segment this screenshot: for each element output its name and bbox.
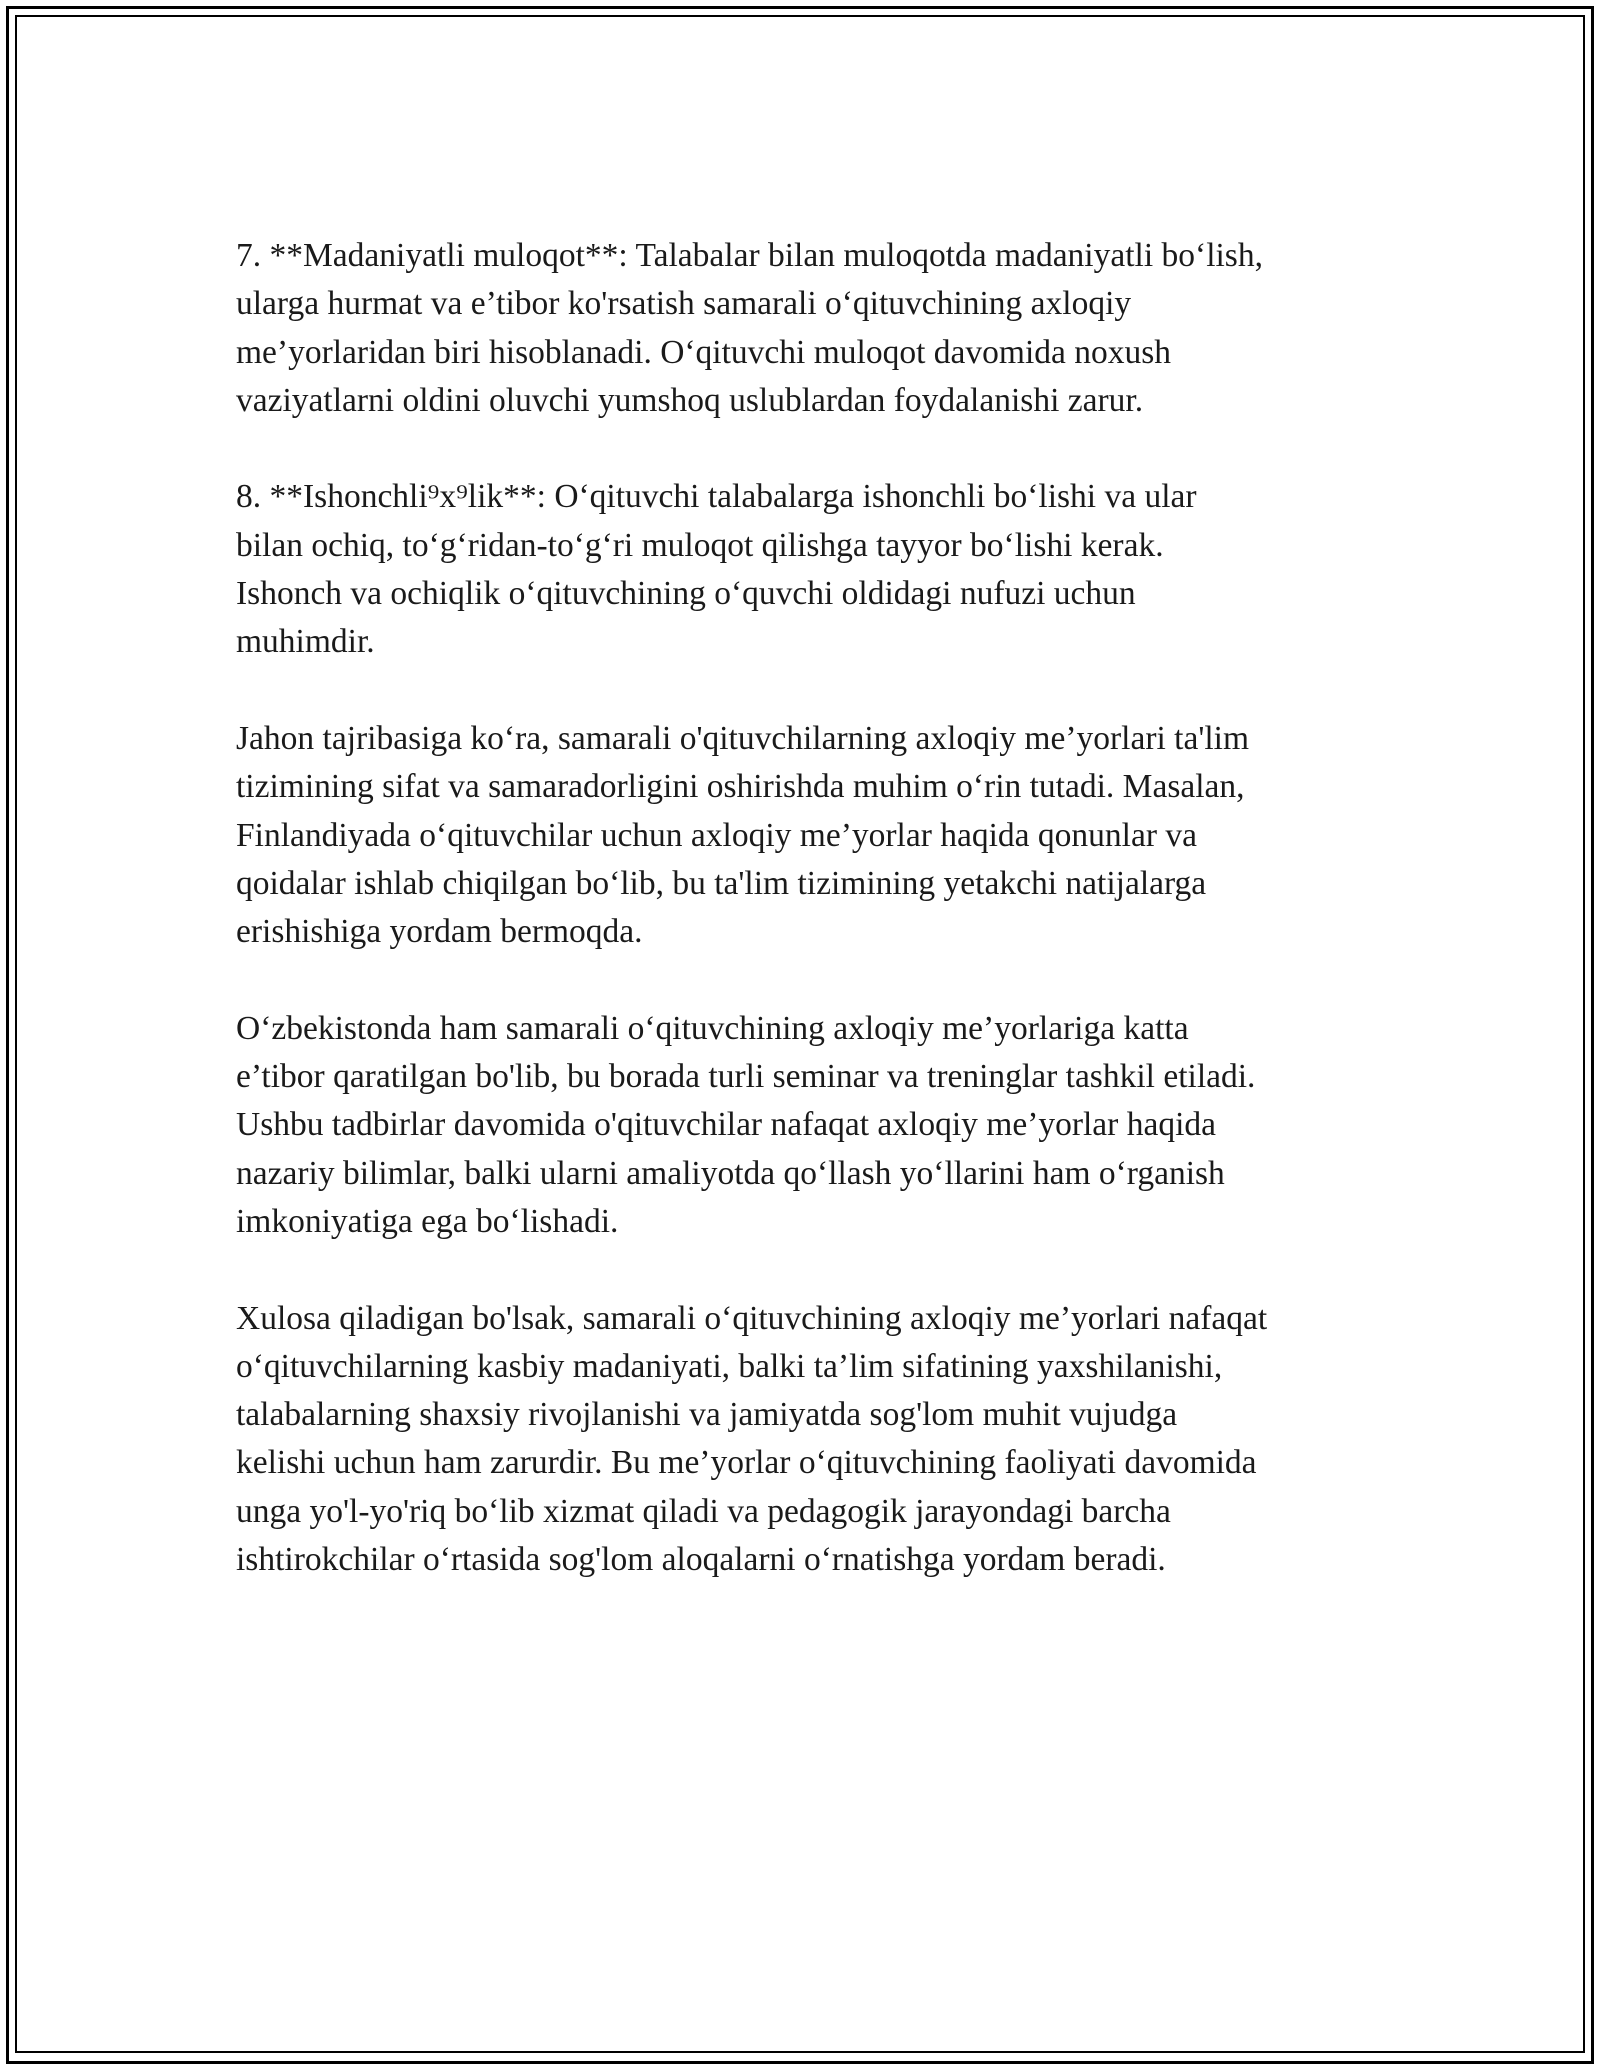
text-line: Ushbu tadbirlar davomida o'qituvchilar nafaqat axloqiy me’yorlar haqida <box>236 1106 1217 1144</box>
text-line: vaziyatlarni oldini oluvchi yumshoq uslublardan foydalanishi zarur. <box>236 381 1144 419</box>
text-line: me’yorlaridan biri hisoblanadi. O‘qituvchi muloqot davomida noxush <box>236 333 1172 371</box>
paragraph-jahon-tajribasi <box>236 715 1386 956</box>
document-body <box>236 232 1386 1633</box>
text-line: talabalarning shaxsiy rivojlanishi va jamiyatda sog'lom muhit vujudga <box>236 1396 1178 1434</box>
paragraph-ishonchlilik <box>236 473 1386 666</box>
paragraph-ozbekiston <box>236 1005 1386 1246</box>
text-line: erishishiga yordam bermoqda. <box>236 913 643 951</box>
text-line: ularga hurmat va e’tibor ko'rsatish samarali o‘qituvchining axloqiy <box>236 285 1132 323</box>
text-line: qoidalar ishlab chiqilgan bo‘lib, bu ta'lim tizimining yetakchi natijalarga <box>236 864 1207 902</box>
text-line: imkoniyatiga ega bo‘lishadi. <box>236 1202 619 1240</box>
text-line: nazariy bilimlar, balki ularni amaliyotda qo‘llash yo‘llarini ham o‘rganish <box>236 1154 1225 1192</box>
paragraph-xulosa <box>236 1295 1386 1585</box>
paragraph-madaniyatli-muloqot <box>236 232 1386 425</box>
text-line: e’tibor qaratilgan bo'lib, bu borada turli seminar va treninglar tashkil etiladi. <box>236 1058 1256 1096</box>
text-line: O‘zbekistonda ham samarali o‘qituvchining axloqiy me’yorlariga katta <box>236 1009 1189 1047</box>
text-line: unga yo'l-yo'riq bo‘lib xizmat qiladi va pedagogik jarayondagi barcha <box>236 1492 1171 1530</box>
text-line: Ishonch va ochiqlik o‘qituvchining o‘quvchi oldidagi nufuzi uchun <box>236 575 1136 613</box>
text-line: Finlandiyada o‘qituvchilar uchun axloqiy me’yorlar haqida qonunlar va <box>236 816 1197 854</box>
text-line: 7. **Madaniyatli muloqot**: Talabalar bilan muloqotda madaniyatli bo‘lish, <box>236 237 1263 274</box>
text-line: bilan ochiq, to‘g‘ridan-to‘g‘ri muloqot qilishga tayyor bo‘lishi kerak. <box>236 526 1164 564</box>
text-line: o‘qituvchilarning kasbiy madaniyati, balki ta’lim sifatining yaxshilanishi, <box>236 1347 1223 1385</box>
text-line: muhimdir. <box>236 623 375 661</box>
text-line: 8. **Ishonchli⁹x⁹lik**: O‘qituvchi talabalarga ishonchli bo‘lishi va ular <box>236 478 1197 516</box>
text-line: Xulosa qiladigan bo'lsak, samarali o‘qituvchining axloqiy me’yorlari nafaqat <box>236 1299 1268 1337</box>
text-line: Jahon tajribasiga ko‘ra, samarali o'qituvchilarning axloqiy me’yorlari ta'lim <box>236 719 1250 757</box>
text-line: tizimining sifat va samaradorligini oshirishda muhim o‘rin tutadi. Masalan, <box>236 768 1245 806</box>
text-line: kelishi uchun ham zarurdir. Bu me’yorlar o‘qituvchining faoliyati davomida <box>236 1444 1257 1482</box>
text-line: ishtirokchilar o‘rtasida sog'lom aloqalarni o‘rnatishga yordam beradi. <box>236 1541 1166 1579</box>
